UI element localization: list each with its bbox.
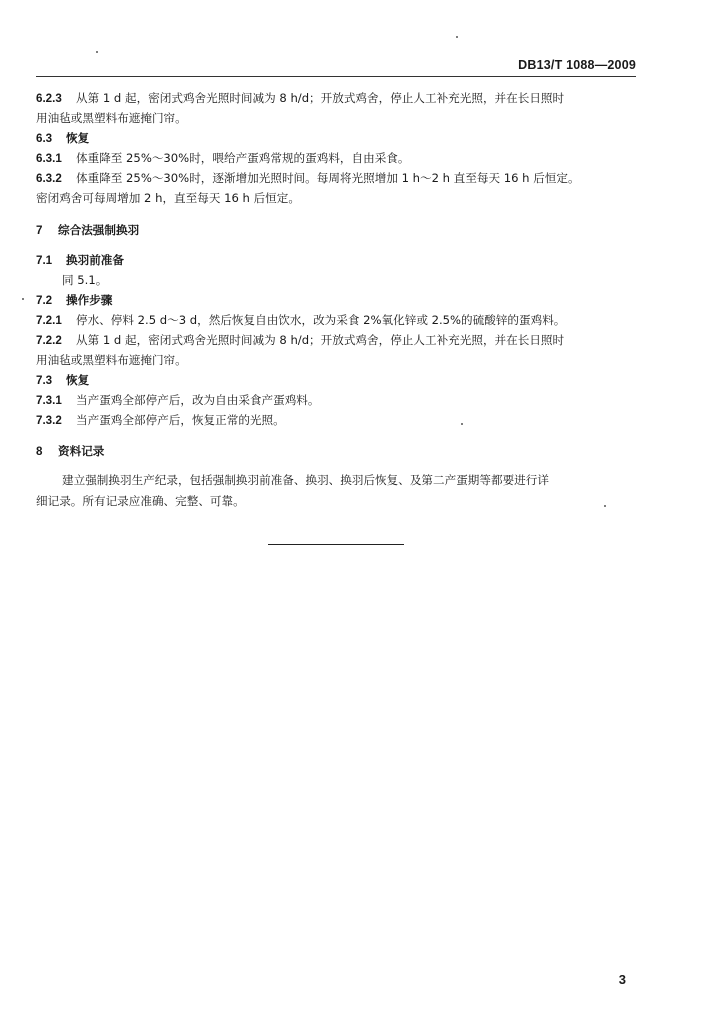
clause-number: 6.3.1: [36, 152, 62, 165]
header-rule: [36, 76, 636, 77]
heading-number: 6.3: [36, 132, 53, 145]
clause-6-3-2-line2: 密闭鸡舍可每周增加 2 h，直至每天 16 h 后恒定。: [36, 191, 300, 205]
clause-7-2-1: [36, 312, 565, 329]
clause-text: 停水、停料 2.5 d～3 d，然后恢复自由饮水，改为采食 2%氧化锌或 2.5%的硫酸锌的蛋鸡料。: [76, 313, 566, 327]
clause-number: 6.3.2: [36, 172, 62, 185]
clause-text: 当产蛋鸡全部停产后，改为自由采食产蛋鸡料。: [76, 393, 320, 407]
end-of-document-rule: [268, 544, 404, 545]
scan-speck: [461, 423, 463, 425]
clause-7-3-1: [36, 392, 319, 409]
clause-6-3-1: [36, 150, 409, 167]
document-code: DB13/T 1088—2009: [518, 58, 636, 72]
clause-text: 从第 1 d 起，密闭式鸡舍光照时间减为 8 h/d；开放式鸡舍，停止人工补充光照，并在长日照时: [76, 333, 565, 347]
heading-number: 7.2: [36, 294, 53, 307]
heading-number: 7.1: [36, 254, 53, 267]
heading-number: 7.3: [36, 374, 53, 387]
heading-title: 恢复: [66, 131, 90, 145]
scan-speck: [96, 51, 98, 53]
clause-text: 当产蛋鸡全部停产后，恢复正常的光照。: [76, 413, 285, 427]
scan-speck: [22, 298, 24, 300]
heading-title: 恢复: [66, 373, 90, 387]
clause-6-2-3-line1: [36, 90, 564, 107]
clause-7-2-2-line2: 用油毡或黑塑料布遮掩门帘。: [36, 353, 187, 367]
clause-number: 7.3.2: [36, 414, 62, 427]
heading-8: [36, 443, 104, 460]
heading-7-1: [36, 252, 124, 269]
scan-speck: [604, 505, 606, 507]
clause-number: 7.3.1: [36, 394, 62, 407]
clause-7-3-2: [36, 412, 285, 429]
heading-title: 操作步骤: [66, 293, 113, 307]
clause-7-2-2-line1: [36, 332, 564, 349]
clause-8-line1: 建立强制换羽生产纪录，包括强制换羽前准备、换羽、换羽后恢复、及第二产蛋期等都要进行详: [62, 473, 549, 487]
heading-title: 换羽前准备: [66, 253, 124, 267]
clause-6-3-2-line1: [36, 170, 580, 187]
heading-7: [36, 222, 139, 239]
scan-speck: [456, 36, 458, 38]
heading-title: 资料记录: [58, 444, 105, 458]
clause-6-2-3-line2: 用油毡或黑塑料布遮掩门帘。: [36, 111, 187, 125]
heading-7-2: [36, 292, 112, 309]
clause-text: 体重降至 25%～30%时，喂给产蛋鸡常规的蛋鸡料，自由采食。: [76, 151, 410, 165]
clause-number: 6.2.3: [36, 92, 62, 105]
heading-title: 综合法强制换羽: [58, 223, 140, 237]
heading-number: 8: [36, 445, 43, 458]
page-number: 3: [618, 972, 626, 987]
heading-number: 7: [36, 224, 43, 237]
clause-text: 从第 1 d 起，密闭式鸡舍光照时间减为 8 h/d；开放式鸡舍，停止人工补充光照，并在长日照时: [76, 91, 565, 105]
clause-number: 7.2.2: [36, 334, 62, 347]
heading-6-3: [36, 130, 89, 147]
heading-7-3: [36, 372, 89, 389]
clause-text: 体重降至 25%～30%时，逐渐增加光照时间。每周将光照增加 1 h～2 h 直至每天 16 h 后恒定。: [76, 171, 580, 185]
clause-7-1-body: 同 5.1。: [62, 273, 108, 287]
clause-number: 7.2.1: [36, 314, 62, 327]
clause-8-line2: 细记录。所有记录应准确、完整、可靠。: [36, 494, 245, 508]
